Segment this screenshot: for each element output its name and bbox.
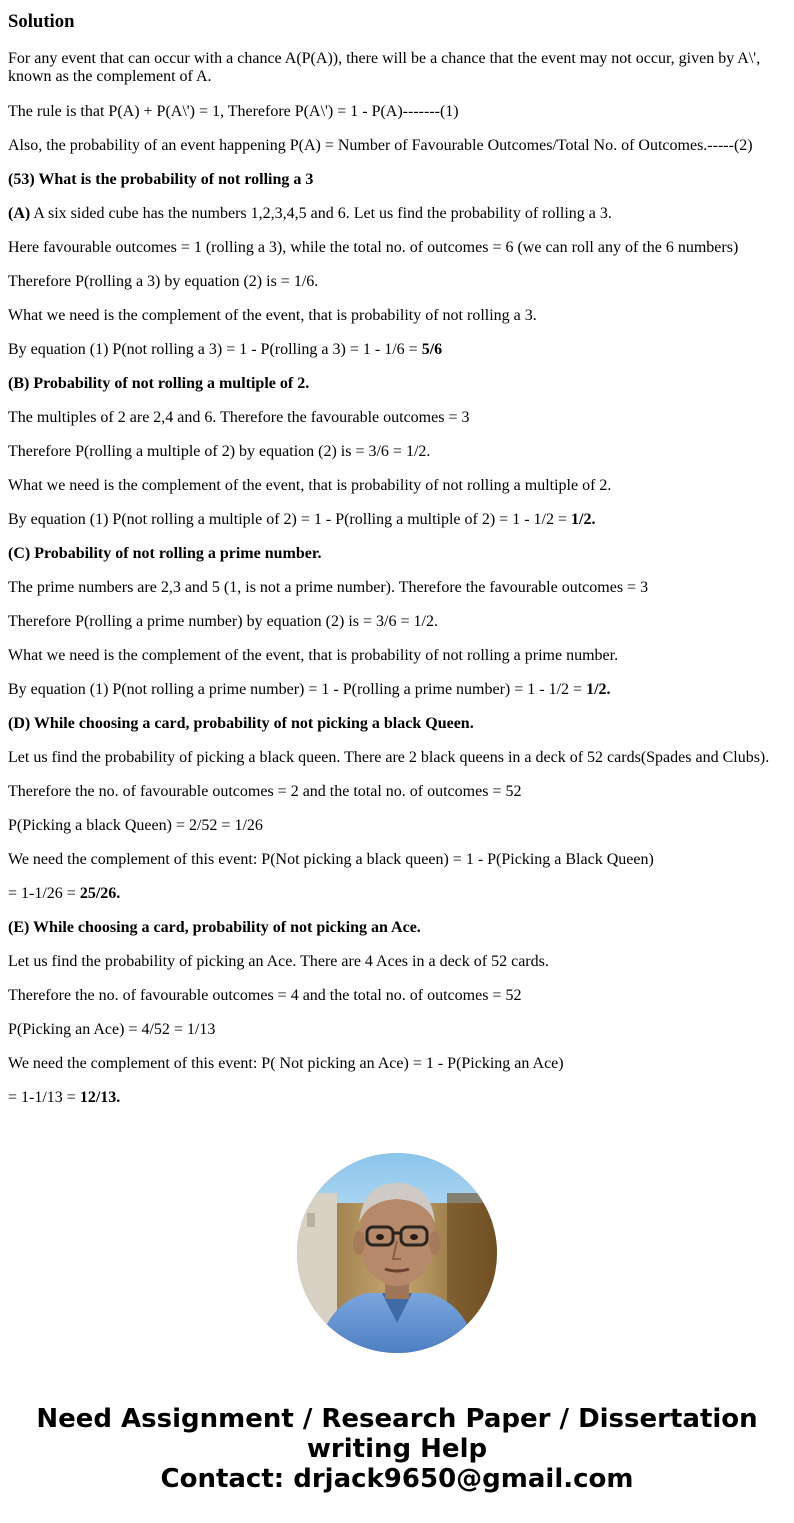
- paragraph: [8, 205, 786, 223]
- bold-heading: (B) Probability of not rolling a multiple of 2.: [8, 375, 310, 392]
- paragraph: [8, 545, 786, 563]
- bold-heading: (E) While choosing a card, probability of not picking an Ace.: [8, 919, 421, 936]
- paragraph: [8, 1055, 786, 1073]
- paragraph-text: Also, the probability of an event happening P(A) = Number of Favourable Outcomes/Total No. of Outcomes.-----(2): [8, 137, 753, 154]
- paragraph-text: A six sided cube has the numbers 1,2,3,4,5 and 6. Let us find the probability of rolling a 3.: [30, 205, 612, 222]
- paragraph-text: What we need is the complement of the event, that is probability of not rolling a 3.: [8, 307, 537, 324]
- paragraph: [8, 171, 786, 189]
- paragraph: [8, 239, 786, 257]
- author-avatar: [297, 1153, 497, 1353]
- answer: 25/26.: [79, 885, 121, 902]
- paragraph: [8, 817, 786, 835]
- paragraph: [8, 715, 786, 733]
- paragraph-text: By equation (1) P(not rolling a multiple of 2) = 1 - P(rolling a multiple of 2) = 1 - 1/2 =: [8, 511, 571, 528]
- paragraph: [8, 50, 786, 86]
- paragraph-text: We need the complement of this event: P(Not picking a black queen) = 1 - P(Picking a Black Queen): [8, 851, 654, 868]
- contact-email: Contact: drjack9650@gmail.com: [160, 1464, 634, 1494]
- paragraph: [8, 851, 786, 869]
- paragraph: [8, 681, 786, 699]
- paragraph-text: Here favourable outcomes = 1 (rolling a 3), while the total no. of outcomes = 6 (we can roll any of the 6 numbers): [8, 239, 739, 256]
- paragraph-text: P(Picking an Ace) = 4/52 = 1/13: [8, 1021, 216, 1038]
- paragraph-text: Therefore P(rolling a multiple of 2) by equation (2) is = 3/6 = 1/2.: [8, 443, 431, 460]
- paragraph: [8, 103, 786, 121]
- paragraph: [8, 137, 786, 155]
- paragraph-text: We need the complement of this event: P( Not picking an Ace) = 1 - P(Picking an Ace): [8, 1055, 564, 1072]
- paragraph: [8, 273, 786, 291]
- paragraph: [8, 511, 786, 529]
- paragraph-text: Therefore P(rolling a prime number) by equation (2) is = 3/6 = 1/2.: [8, 613, 438, 630]
- paragraph-text: The multiples of 2 are 2,4 and 6. Therefore the favourable outcomes = 3: [8, 409, 470, 426]
- paragraph: [8, 443, 786, 461]
- paragraph-text: = 1-1/13 =: [8, 1089, 80, 1106]
- paragraph: [8, 647, 786, 665]
- paragraph: [8, 307, 786, 325]
- answer: 1/2.: [586, 681, 611, 698]
- paragraph-text: The rule is that P(A) + P(A\') = 1, Therefore P(A\') = 1 - P(A)-------(1): [8, 103, 459, 120]
- paragraph: [8, 885, 786, 903]
- paragraph: [8, 341, 786, 359]
- banner-line-1: Need Assignment / Research Paper / Dissertation: [36, 1404, 758, 1434]
- bold-heading: (53) What is the probability of not rolling a 3: [8, 171, 314, 188]
- answer: 5/6: [421, 341, 443, 358]
- answer: 12/13.: [79, 1089, 121, 1106]
- author-photo: [297, 1153, 497, 1353]
- paragraph-text: What we need is the complement of the event, that is probability of not rolling a multiple of 2.: [8, 477, 612, 494]
- page-title: Solution: [8, 11, 75, 32]
- paragraph: [8, 613, 786, 631]
- paragraph: [8, 919, 786, 937]
- paragraph-text: Therefore the no. of favourable outcomes = 2 and the total no. of outcomes = 52: [8, 783, 522, 800]
- bold-heading: (D) While choosing a card, probability of not picking a black Queen.: [8, 715, 474, 732]
- paragraph-text: Let us find the probability of picking a black queen. There are 2 black queens in a deck of 52 cards(Spades and Clubs).: [8, 749, 770, 766]
- bold-heading: (A): [8, 205, 31, 222]
- paragraph: [8, 1089, 786, 1107]
- paragraph: [8, 749, 786, 767]
- banner-line-2: writing Help: [306, 1434, 488, 1464]
- paragraph: [8, 375, 786, 393]
- paragraph: [8, 579, 786, 597]
- paragraph-text: For any event that can occur with a chance A(P(A)), there will be a chance that the event may not occur, given by A\', known as the complement of A.: [8, 50, 765, 85]
- paragraph-text: The prime numbers are 2,3 and 5 (1, is not a prime number). Therefore the favourable outcomes = 3: [8, 579, 649, 596]
- paragraph: [8, 987, 786, 1005]
- paragraph: [8, 477, 786, 495]
- paragraph-text: = 1-1/26 =: [8, 885, 80, 902]
- paragraph-text: By equation (1) P(not rolling a 3) = 1 - P(rolling a 3) = 1 - 1/6 =: [8, 341, 422, 358]
- answer: 1/2.: [571, 511, 596, 528]
- paragraph-text: P(Picking a black Queen) = 2/52 = 1/26: [8, 817, 263, 834]
- paragraph: [8, 409, 786, 427]
- paragraph-text: By equation (1) P(not rolling a prime number) = 1 - P(rolling a prime number) = 1 - 1/2 =: [8, 681, 587, 698]
- bold-heading: (C) Probability of not rolling a prime number.: [8, 545, 322, 562]
- paragraph-text: Therefore P(rolling a 3) by equation (2) is = 1/6.: [8, 273, 319, 290]
- paragraph: [8, 1021, 786, 1039]
- paragraph-text: Let us find the probability of picking an Ace. There are 4 Aces in a deck of 52 cards.: [8, 953, 549, 970]
- paragraph-text: What we need is the complement of the event, that is probability of not rolling a prime number.: [8, 647, 619, 664]
- paragraph: [8, 783, 786, 801]
- paragraph: [8, 953, 786, 971]
- contact-banner: [0, 1404, 794, 1494]
- paragraph-text: Therefore the no. of favourable outcomes = 4 and the total no. of outcomes = 52: [8, 987, 522, 1004]
